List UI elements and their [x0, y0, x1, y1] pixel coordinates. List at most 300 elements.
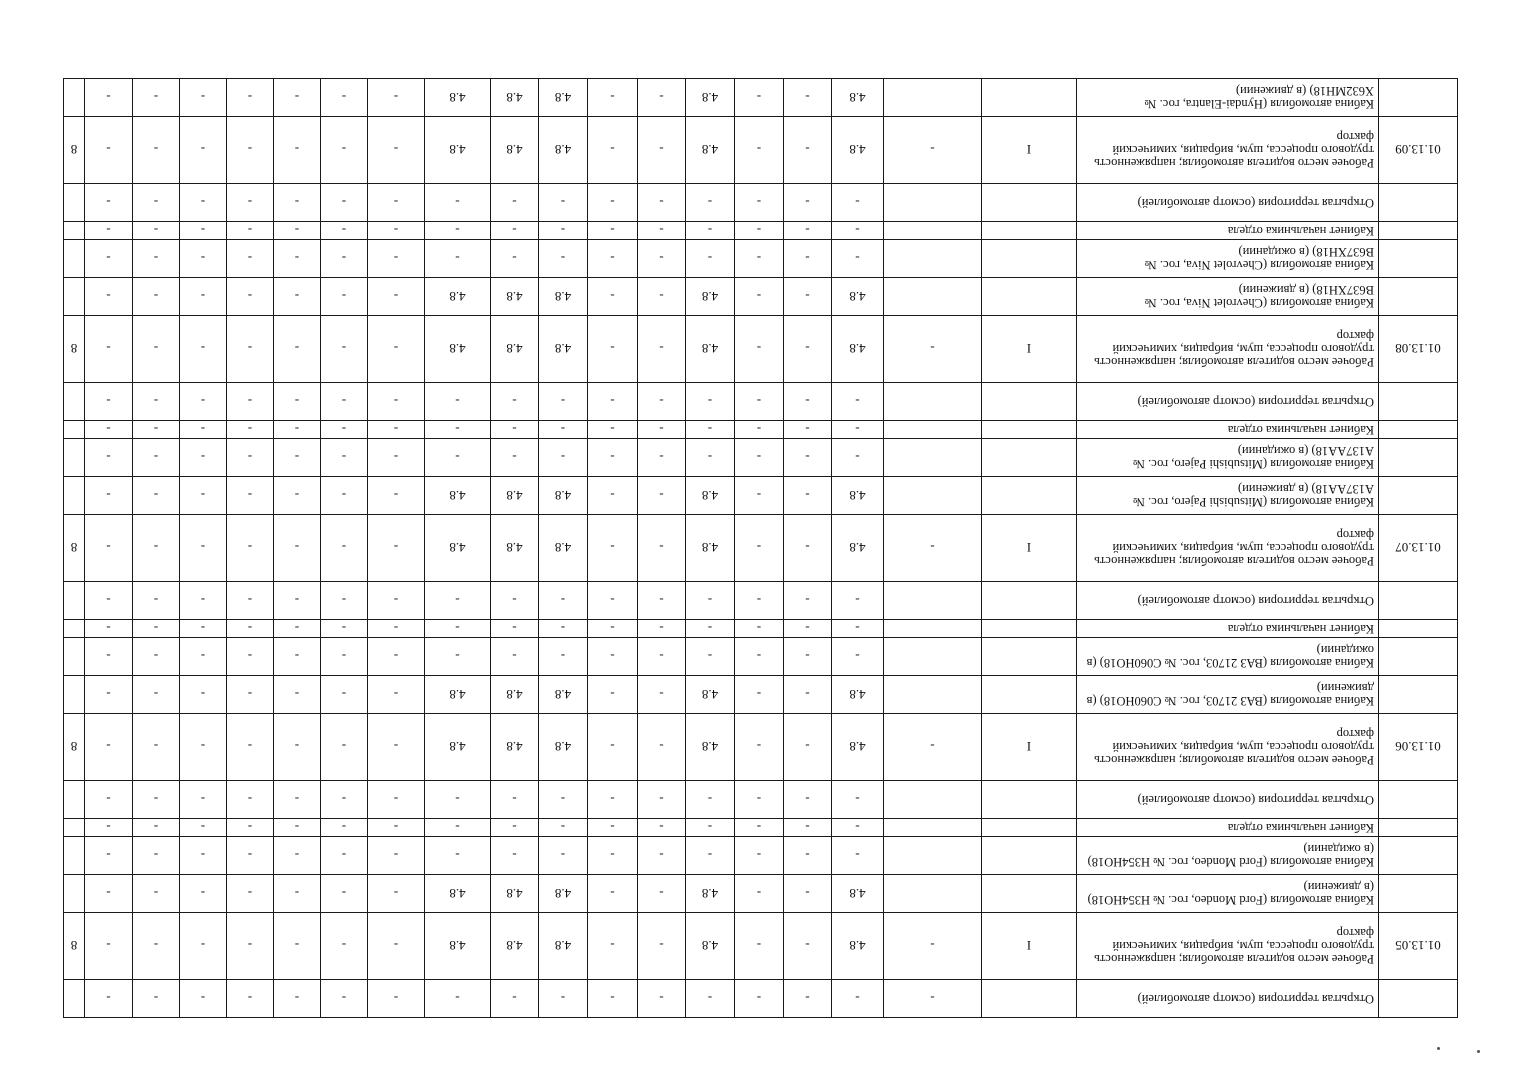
factor-value-cell	[884, 582, 982, 620]
factor-value-cell: -	[133, 638, 180, 676]
factor-value-cell: 4.8	[832, 676, 884, 714]
factor-value-cell: -	[784, 638, 832, 676]
factor-value-cell: -	[85, 477, 133, 515]
factor-value-cell: 4.8	[425, 477, 491, 515]
table-row	[64, 620, 1458, 638]
hours-cell	[64, 582, 85, 620]
factor-value-cell: -	[368, 117, 425, 184]
factor-value-cell: -	[368, 79, 425, 117]
factor-value-cell: -	[274, 222, 321, 240]
factor-value-cell: -	[832, 638, 884, 676]
factor-value-cell: -	[321, 240, 368, 278]
table-row	[64, 278, 1458, 316]
workplace-name-cell: Открытая территория (осмотр автомобилей)	[1077, 582, 1379, 620]
class-cell	[982, 421, 1077, 439]
factor-value-cell: -	[321, 837, 368, 875]
factor-value-cell: -	[133, 676, 180, 714]
factor-value-cell: -	[321, 714, 368, 781]
factor-value-cell: -	[321, 477, 368, 515]
factor-value-cell: -	[588, 439, 638, 477]
table-row	[64, 819, 1458, 837]
class-cell	[982, 222, 1077, 240]
factor-value-cell: -	[368, 875, 425, 913]
factor-value-cell: -	[180, 222, 227, 240]
table-row	[64, 439, 1458, 477]
workplace-name-cell: Рабочее место водителя автомобиля; напряженность трудового процесса, шум, вибрация, химический фактор	[1077, 316, 1379, 383]
factor-value-cell: -	[784, 477, 832, 515]
factor-value-cell: -	[784, 875, 832, 913]
hours-cell	[64, 980, 85, 1018]
factor-value-cell: -	[588, 837, 638, 875]
workplace-name-cell: Кабинет начальника отдела	[1077, 421, 1379, 439]
factor-value-cell: -	[227, 875, 274, 913]
factor-value-cell: -	[784, 278, 832, 316]
factor-value-cell: -	[735, 184, 784, 222]
factor-value-cell: -	[85, 819, 133, 837]
factor-value-cell: -	[368, 676, 425, 714]
class-cell	[982, 819, 1077, 837]
factor-value-cell: -	[588, 582, 638, 620]
factor-value-cell: -	[588, 184, 638, 222]
factor-value-cell: -	[227, 421, 274, 439]
factor-value-cell: -	[227, 620, 274, 638]
factor-value-cell: -	[180, 980, 227, 1018]
factor-value-cell: -	[321, 819, 368, 837]
factor-value-cell: -	[784, 819, 832, 837]
factor-value-cell: 4.8	[491, 79, 539, 117]
factor-value-cell: -	[735, 913, 784, 980]
factor-value-cell: -	[638, 222, 686, 240]
factor-value-cell: -	[321, 184, 368, 222]
working-conditions-table	[63, 78, 1458, 1018]
factor-value-cell: -	[274, 620, 321, 638]
factor-value-cell: -	[832, 222, 884, 240]
factor-value-cell: -	[274, 439, 321, 477]
factor-value-cell: -	[321, 222, 368, 240]
factor-value-cell: -	[321, 582, 368, 620]
factor-value-cell: -	[274, 714, 321, 781]
factor-value-cell: -	[884, 980, 982, 1018]
factor-value-cell: -	[638, 913, 686, 980]
factor-value-cell: -	[884, 316, 982, 383]
factor-value-cell: -	[588, 79, 638, 117]
factor-value-cell: -	[85, 117, 133, 184]
factor-value-cell: -	[784, 913, 832, 980]
factor-value-cell: -	[227, 980, 274, 1018]
class-cell	[982, 240, 1077, 278]
factor-value-cell: -	[539, 439, 588, 477]
hours-cell	[64, 638, 85, 676]
hours-cell	[64, 477, 85, 515]
factor-value-cell: -	[784, 117, 832, 184]
factor-value-cell: 4.8	[491, 316, 539, 383]
factor-value-cell: -	[133, 582, 180, 620]
factor-value-cell: -	[638, 980, 686, 1018]
factor-value-cell: -	[539, 240, 588, 278]
workplace-name-cell: Кабина автомобиля (Chevrolet Niva, гос. № В637ХН18) (в движении)	[1077, 278, 1379, 316]
factor-value-cell: 4.8	[539, 515, 588, 582]
factor-value-cell: -	[274, 875, 321, 913]
factor-value-cell: -	[638, 117, 686, 184]
factor-value-cell: -	[227, 676, 274, 714]
factor-value-cell: -	[686, 421, 735, 439]
class-cell: I	[982, 714, 1077, 781]
factor-value-cell: -	[735, 117, 784, 184]
table-row	[64, 222, 1458, 240]
factor-value-cell: -	[686, 184, 735, 222]
factor-value-cell: -	[227, 582, 274, 620]
factor-value-cell	[884, 875, 982, 913]
workplace-code-cell	[1379, 980, 1458, 1018]
working-conditions-table-sheet	[63, 84, 1458, 1018]
factor-value-cell: -	[321, 875, 368, 913]
factor-value-cell: -	[425, 383, 491, 421]
factor-value-cell: 4.8	[832, 875, 884, 913]
factor-value-cell: -	[368, 421, 425, 439]
factor-value-cell: -	[638, 582, 686, 620]
factor-value-cell: 4.8	[491, 117, 539, 184]
factor-value-cell: -	[832, 421, 884, 439]
factor-value-cell: -	[884, 515, 982, 582]
factor-value-cell: -	[227, 117, 274, 184]
workplace-code-cell	[1379, 620, 1458, 638]
factor-value-cell	[884, 439, 982, 477]
factor-value-cell	[884, 184, 982, 222]
table-row	[64, 913, 1458, 980]
factor-value-cell: -	[85, 620, 133, 638]
factor-value-cell: -	[368, 582, 425, 620]
factor-value-cell: -	[638, 421, 686, 439]
factor-value-cell: -	[686, 638, 735, 676]
factor-value-cell: -	[832, 439, 884, 477]
factor-value-cell: -	[321, 638, 368, 676]
factor-value-cell: -	[368, 837, 425, 875]
factor-value-cell: -	[784, 980, 832, 1018]
workplace-name-cell: Рабочее место водителя автомобиля; напряженность трудового процесса, шум, вибрация, химический фактор	[1077, 913, 1379, 980]
factor-value-cell: -	[85, 421, 133, 439]
factor-value-cell: -	[491, 582, 539, 620]
factor-value-cell	[884, 278, 982, 316]
factor-value-cell: -	[368, 222, 425, 240]
factor-value-cell: -	[274, 117, 321, 184]
hours-cell	[64, 781, 85, 819]
factor-value-cell: -	[784, 421, 832, 439]
workplace-code-cell	[1379, 184, 1458, 222]
factor-value-cell: -	[321, 781, 368, 819]
factor-value-cell: -	[368, 439, 425, 477]
factor-value-cell: -	[686, 439, 735, 477]
workplace-code-cell: 01.13.05	[1379, 913, 1458, 980]
factor-value-cell: 4.8	[686, 278, 735, 316]
factor-value-cell: -	[85, 676, 133, 714]
factor-value-cell: -	[425, 582, 491, 620]
factor-value-cell	[884, 421, 982, 439]
factor-value-cell: -	[638, 676, 686, 714]
hours-cell	[64, 837, 85, 875]
factor-value-cell: -	[638, 837, 686, 875]
factor-value-cell: -	[832, 819, 884, 837]
factor-value-cell: 4.8	[686, 913, 735, 980]
factor-value-cell: -	[321, 980, 368, 1018]
factor-value-cell	[884, 638, 982, 676]
factor-value-cell: 4.8	[832, 477, 884, 515]
factor-value-cell: -	[274, 515, 321, 582]
factor-value-cell: -	[321, 383, 368, 421]
hours-cell: 8	[64, 316, 85, 383]
factor-value-cell: 4.8	[539, 477, 588, 515]
factor-value-cell: -	[321, 79, 368, 117]
factor-value-cell: -	[686, 980, 735, 1018]
factor-value-cell: -	[686, 620, 735, 638]
factor-value-cell: -	[425, 837, 491, 875]
factor-value-cell: -	[85, 439, 133, 477]
factor-value-cell: -	[133, 714, 180, 781]
factor-value-cell: -	[539, 837, 588, 875]
factor-value-cell: -	[180, 714, 227, 781]
hours-cell: 8	[64, 117, 85, 184]
factor-value-cell: -	[180, 383, 227, 421]
factor-value-cell: -	[539, 781, 588, 819]
factor-value-cell: -	[321, 515, 368, 582]
factor-value-cell: -	[227, 477, 274, 515]
workplace-code-cell	[1379, 383, 1458, 421]
factor-value-cell: -	[784, 582, 832, 620]
workplace-code-cell	[1379, 819, 1458, 837]
factor-value-cell: -	[85, 240, 133, 278]
factor-value-cell: -	[832, 980, 884, 1018]
factor-value-cell: -	[368, 819, 425, 837]
factor-value-cell: -	[274, 676, 321, 714]
factor-value-cell: -	[735, 383, 784, 421]
factor-value-cell: -	[321, 278, 368, 316]
factor-value-cell: -	[425, 222, 491, 240]
factor-value-cell: -	[735, 278, 784, 316]
factor-value-cell: -	[735, 477, 784, 515]
factor-value-cell: -	[784, 515, 832, 582]
factor-value-cell: -	[227, 638, 274, 676]
table-row	[64, 316, 1458, 383]
factor-value-cell: -	[133, 620, 180, 638]
class-cell	[982, 676, 1077, 714]
class-cell	[982, 439, 1077, 477]
factor-value-cell: -	[321, 316, 368, 383]
factor-value-cell: -	[588, 638, 638, 676]
factor-value-cell: -	[735, 222, 784, 240]
factor-value-cell: -	[133, 278, 180, 316]
factor-value-cell: -	[180, 515, 227, 582]
factor-value-cell: -	[884, 117, 982, 184]
factor-value-cell: -	[638, 383, 686, 421]
hours-cell	[64, 240, 85, 278]
factor-value-cell: -	[588, 383, 638, 421]
factor-value-cell: -	[588, 781, 638, 819]
factor-value-cell: -	[588, 714, 638, 781]
factor-value-cell: -	[321, 439, 368, 477]
table-row	[64, 240, 1458, 278]
factor-value-cell: -	[321, 117, 368, 184]
hours-cell	[64, 79, 85, 117]
workplace-code-cell: 01.13.08	[1379, 316, 1458, 383]
factor-value-cell: -	[227, 837, 274, 875]
factor-value-cell: 4.8	[491, 875, 539, 913]
factor-value-cell: -	[735, 837, 784, 875]
factor-value-cell: -	[133, 222, 180, 240]
factor-value-cell: 4.8	[539, 676, 588, 714]
factor-value-cell: -	[85, 714, 133, 781]
factor-value-cell: -	[638, 781, 686, 819]
factor-value-cell: 4.8	[686, 79, 735, 117]
factor-value-cell: -	[735, 439, 784, 477]
factor-value-cell: -	[274, 316, 321, 383]
factor-value-cell	[884, 620, 982, 638]
factor-value-cell: -	[274, 278, 321, 316]
factor-value-cell: -	[274, 781, 321, 819]
class-cell: I	[982, 316, 1077, 383]
factor-value-cell: 4.8	[686, 875, 735, 913]
factor-value-cell: -	[368, 714, 425, 781]
workplace-name-cell: Рабочее место водителя автомобиля; напряженность трудового процесса, шум, вибрация, химический фактор	[1077, 714, 1379, 781]
factor-value-cell: -	[784, 222, 832, 240]
workplace-name-cell: Кабина автомобиля (ВАЗ 21703, гос. № С060НО18) (в движении)	[1077, 676, 1379, 714]
workplace-name-cell: Рабочее место водителя автомобиля; напряженность трудового процесса, шум, вибрация, химический фактор	[1077, 515, 1379, 582]
table-body	[64, 79, 1458, 1018]
factor-value-cell: -	[832, 620, 884, 638]
factor-value-cell: 4.8	[425, 278, 491, 316]
factor-value-cell: -	[638, 477, 686, 515]
factor-value-cell: -	[321, 676, 368, 714]
factor-value-cell: -	[227, 79, 274, 117]
factor-value-cell: 4.8	[686, 316, 735, 383]
workplace-name-cell: Кабина автомобиля (ВАЗ 21703, гос. № С060НО18) (в ожидании)	[1077, 638, 1379, 676]
table-row	[64, 582, 1458, 620]
factor-value-cell: -	[425, 620, 491, 638]
factor-value-cell: -	[274, 383, 321, 421]
factor-value-cell: -	[180, 117, 227, 184]
factor-value-cell: -	[133, 421, 180, 439]
factor-value-cell: -	[784, 383, 832, 421]
factor-value-cell: -	[133, 477, 180, 515]
factor-value-cell: -	[588, 819, 638, 837]
workplace-code-cell	[1379, 875, 1458, 913]
workplace-name-cell: Кабина автомобиля (Mitsubishi Pajero, гос. № А137АА18) (в движении)	[1077, 477, 1379, 515]
factor-value-cell: -	[133, 781, 180, 819]
factor-value-cell: 4.8	[491, 913, 539, 980]
class-cell	[982, 582, 1077, 620]
factor-value-cell: 4.8	[539, 875, 588, 913]
workplace-code-cell	[1379, 439, 1458, 477]
factor-value-cell: 4.8	[539, 278, 588, 316]
factor-value-cell: -	[686, 582, 735, 620]
factor-value-cell: -	[133, 79, 180, 117]
factor-value-cell: -	[425, 421, 491, 439]
factor-value-cell: -	[227, 439, 274, 477]
factor-value-cell: -	[784, 676, 832, 714]
factor-value-cell: -	[274, 837, 321, 875]
factor-value-cell: -	[368, 477, 425, 515]
factor-value-cell: -	[539, 638, 588, 676]
factor-value-cell: -	[686, 240, 735, 278]
factor-value-cell: -	[638, 875, 686, 913]
class-cell: I	[982, 913, 1077, 980]
factor-value-cell: -	[735, 781, 784, 819]
workplace-code-cell	[1379, 240, 1458, 278]
factor-value-cell: 4.8	[686, 676, 735, 714]
factor-value-cell: -	[735, 582, 784, 620]
factor-value-cell: -	[180, 240, 227, 278]
factor-value-cell: 4.8	[832, 278, 884, 316]
factor-value-cell: -	[539, 819, 588, 837]
class-cell	[982, 638, 1077, 676]
factor-value-cell: -	[539, 222, 588, 240]
factor-value-cell: -	[180, 676, 227, 714]
factor-value-cell: -	[735, 819, 784, 837]
factor-value-cell: -	[425, 439, 491, 477]
factor-value-cell	[884, 79, 982, 117]
factor-value-cell: 4.8	[832, 117, 884, 184]
factor-value-cell: -	[85, 222, 133, 240]
hours-cell	[64, 222, 85, 240]
factor-value-cell: -	[539, 582, 588, 620]
factor-value-cell: 4.8	[425, 875, 491, 913]
factor-value-cell: -	[539, 184, 588, 222]
factor-value-cell: -	[321, 913, 368, 980]
factor-value-cell: -	[85, 79, 133, 117]
factor-value-cell: -	[588, 620, 638, 638]
factor-value-cell: -	[368, 515, 425, 582]
factor-value-cell: -	[227, 515, 274, 582]
factor-value-cell: -	[638, 620, 686, 638]
factor-value-cell: -	[784, 439, 832, 477]
factor-value-cell: -	[588, 676, 638, 714]
factor-value-cell: -	[368, 620, 425, 638]
factor-value-cell: -	[588, 477, 638, 515]
factor-value-cell: -	[85, 980, 133, 1018]
table-row	[64, 980, 1458, 1018]
factor-value-cell: -	[227, 240, 274, 278]
factor-value-cell: -	[491, 383, 539, 421]
factor-value-cell: -	[133, 819, 180, 837]
factor-value-cell: 4.8	[539, 316, 588, 383]
class-cell	[982, 875, 1077, 913]
factor-value-cell: -	[539, 980, 588, 1018]
factor-value-cell	[884, 222, 982, 240]
factor-value-cell: 4.8	[491, 515, 539, 582]
factor-value-cell: -	[180, 278, 227, 316]
factor-value-cell: -	[85, 278, 133, 316]
table-row	[64, 117, 1458, 184]
hours-cell	[64, 184, 85, 222]
factor-value-cell: -	[588, 913, 638, 980]
factor-value-cell: -	[227, 278, 274, 316]
factor-value-cell	[884, 477, 982, 515]
factor-value-cell: -	[638, 79, 686, 117]
factor-value-cell	[884, 676, 982, 714]
factor-value-cell: -	[227, 913, 274, 980]
table-row	[64, 875, 1458, 913]
factor-value-cell: -	[735, 714, 784, 781]
factor-value-cell: 4.8	[832, 515, 884, 582]
factor-value-cell: -	[686, 222, 735, 240]
factor-value-cell: -	[832, 383, 884, 421]
hours-cell	[64, 421, 85, 439]
factor-value-cell: -	[588, 222, 638, 240]
factor-value-cell: 4.8	[686, 117, 735, 184]
factor-value-cell: -	[784, 781, 832, 819]
workplace-name-cell: Открытая территория (осмотр автомобилей)	[1077, 383, 1379, 421]
factor-value-cell: -	[735, 638, 784, 676]
workplace-code-cell	[1379, 837, 1458, 875]
scan-speck	[1477, 1050, 1480, 1053]
